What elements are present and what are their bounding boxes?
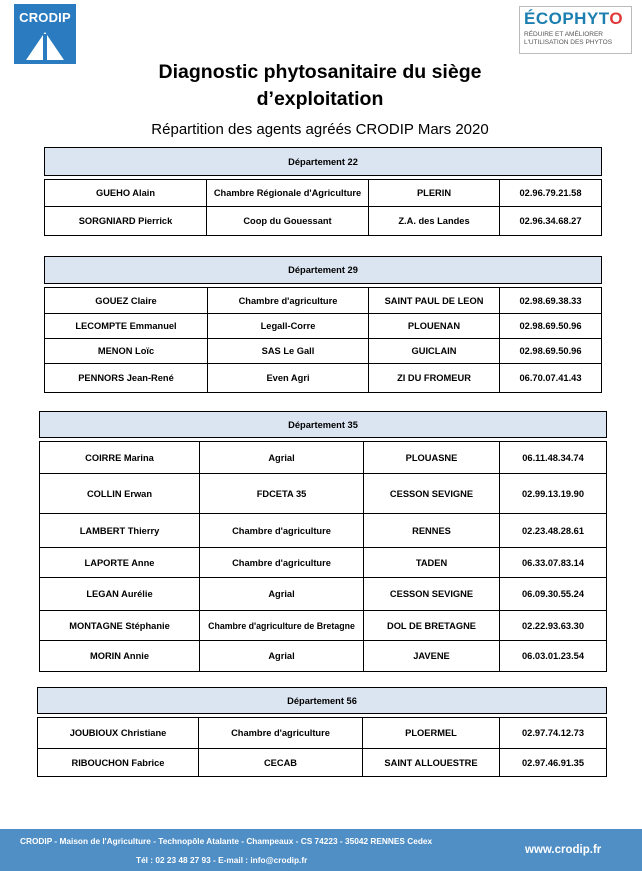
department-table-29 [44,256,602,393]
department-header: Département 35 [40,412,607,438]
agent-city: Z.A. des Landes [369,207,500,236]
agent-phone: 02.23.48.28.61 [500,514,607,548]
agent-name: LAMBERT Thierry [40,514,200,548]
agent-city: ZI DU FROMEUR [369,364,500,393]
department-header: Département 29 [45,257,602,284]
page-title [60,59,580,113]
page-subtitle: Répartition des agents agréés CRODIP Mars 2020 [151,121,489,138]
agent-phone: 02.97.74.12.73 [500,718,607,749]
agent-phone: 06.09.30.55.24 [500,578,607,611]
table-row [40,548,607,578]
ecophyto-tagline-1: RÉDUIRE ET AMÉLIORER [524,31,603,38]
agent-city: CESSON SEVIGNE [364,474,500,514]
agent-organization: Chambre d'agriculture [200,514,364,548]
page-footer [0,829,642,871]
agent-city: RENNES [364,514,500,548]
agent-city: PLOERMEL [363,718,500,749]
table-row [40,514,607,548]
agent-phone: 02.22.93.63.30 [500,611,607,641]
agent-phone: 02.98.69.50.96 [500,314,602,339]
table-row [40,611,607,641]
footer-contact: Tél : 02 23 48 27 93 - E-mail : info@crodip.fr [136,855,308,865]
table-row [45,314,602,339]
agent-city: DOL DE BRETAGNE [364,611,500,641]
agent-name: LECOMPTE Emmanuel [45,314,208,339]
page-title-line-1: Diagnostic phytosanitaire du siège [158,61,482,83]
agent-city: TADEN [364,548,500,578]
agent-phone: 02.98.69.50.96 [500,339,602,364]
agent-name: JOUBIOUX Christiane [38,718,199,749]
agent-name: GUEHO Alain [45,180,207,207]
agent-name: MENON Loïc [45,339,208,364]
crodip-logo [14,4,76,64]
footer-website-link[interactable]: www.crodip.fr [525,844,602,856]
table-row [40,442,607,474]
agent-organization: Agrial [200,641,364,672]
footer-address: CRODIP - Maison de l'Agriculture - Technopôle Atalante - Champeaux - CS 74223 - 35042 RENNES Cedex [20,836,433,846]
department-header: Département 56 [38,688,607,714]
agent-name: GOUEZ Claire [45,288,208,314]
agent-name: PENNORS Jean-René [45,364,208,393]
ecophyto-tagline-2: L'UTILISATION DES PHYTOS [524,38,613,46]
agent-phone: 06.11.48.34.74 [500,442,607,474]
agent-city: JAVENE [364,641,500,672]
agent-city: GUICLAIN [369,339,500,364]
agent-phone: 02.96.34.68.27 [500,207,602,236]
table-row [45,180,602,207]
department-table-35 [39,411,607,672]
agent-organization: Legall-Corre [208,314,369,339]
agent-name: LAPORTE Anne [40,548,200,578]
agent-phone: 02.96.79.21.58 [500,180,602,207]
agent-name: COIRRE Marina [40,442,200,474]
table-row [38,749,607,777]
table-row [38,718,607,749]
agent-organization: Coop du Gouessant [207,207,369,236]
agent-organization: Agrial [200,442,364,474]
table-row [45,207,602,236]
agent-city: PLERIN [369,180,500,207]
agent-organization: FDCETA 35 [200,474,364,514]
agent-organization: CECAB [199,749,363,777]
agent-phone: 06.03.01.23.54 [500,641,607,672]
agent-name: LEGAN Aurélie [40,578,200,611]
agent-city: PLOUASNE [364,442,500,474]
agent-city: CESSON SEVIGNE [364,578,500,611]
agent-name: SORGNIARD Pierrick [45,207,207,236]
agent-city: SAINT ALLOUESTRE [363,749,500,777]
agent-city: SAINT PAUL DE LEON [369,288,500,314]
agent-name: MONTAGNE Stéphanie [40,611,200,641]
agent-name: COLLIN Erwan [40,474,200,514]
table-row [45,288,602,314]
table-row [45,339,602,364]
agent-organization: Chambre d'agriculture [199,718,363,749]
table-row [40,578,607,611]
agent-phone: 02.99.13.19.90 [500,474,607,514]
table-row [40,641,607,672]
agent-organization: SAS Le Gall [208,339,369,364]
agent-name: MORIN Annie [40,641,200,672]
agent-organization: Agrial [200,578,364,611]
page-title-line-2: d’exploitation [256,88,384,110]
ecophyto-logo [519,6,632,54]
agent-city: PLOUENAN [369,314,500,339]
agent-phone: 06.33.07.83.14 [500,548,607,578]
agent-organization: Chambre d'agriculture [208,288,369,314]
department-table-56 [37,687,607,777]
agent-name: RIBOUCHON Fabrice [38,749,199,777]
agent-phone: 02.97.46.91.35 [500,749,607,777]
department-table-22 [44,147,602,236]
department-header: Département 22 [45,148,602,176]
agent-organization: Chambre d'agriculture de Bretagne [200,611,364,641]
table-row [45,364,602,393]
crodip-logo-text: CRODIP [19,10,71,25]
agent-organization: Chambre Régionale d'Agriculture [207,180,369,207]
agent-organization: Chambre d'agriculture [200,548,364,578]
agent-organization: Even Agri [208,364,369,393]
ecophyto-logo-text: ÉCOPHYT [524,9,610,28]
agent-phone: 02.98.69.38.33 [500,288,602,314]
agent-phone: 06.70.07.41.43 [500,364,602,393]
ecophyto-logo-o: O [609,9,624,28]
table-row [40,474,607,514]
